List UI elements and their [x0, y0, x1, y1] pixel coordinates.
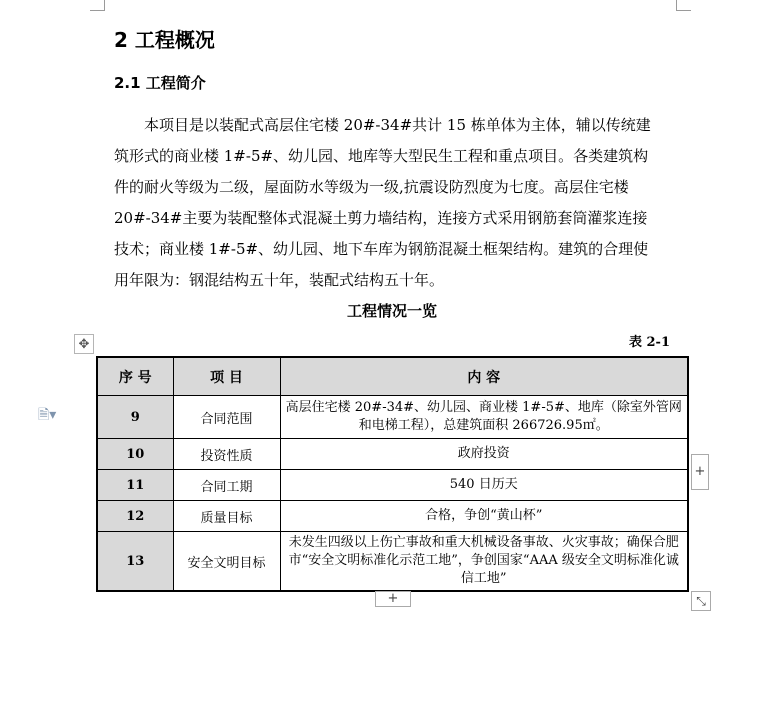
project-overview-table: [96, 356, 689, 592]
subsection-heading: 2.1 工程简介: [114, 74, 206, 92]
row-content: 政府投资: [280, 439, 688, 470]
table-resize-handle-icon[interactable]: ⤡: [691, 591, 711, 611]
header-content: 内 容: [280, 357, 688, 396]
paragraph-line: 件的耐火等级为二级，屋面防水等级为一级,抗震设防烈度为七度。高层住宅楼: [114, 178, 629, 196]
paragraph-line: 技术；商业楼 1#-5#、幼儿园、地下车库为钢筋混凝土框架结构。建筑的合理使: [114, 240, 649, 258]
table-header-row: [97, 357, 688, 396]
document-options-icon[interactable]: 🗎▾: [38, 407, 57, 423]
section-heading: 2 工程概况: [114, 28, 215, 52]
table-move-handle-icon[interactable]: ✥: [74, 334, 94, 354]
row-item: 安全文明目标: [173, 532, 280, 592]
row-item: 投资性质: [173, 439, 280, 470]
row-item: 合同工期: [173, 470, 280, 501]
header-seq: 序 号: [97, 357, 173, 396]
row-content: 540 日历天: [280, 470, 688, 501]
paragraph-line: 筑形式的商业楼 1#-5#、幼儿园、地库等大型民生工程和重点项目。各类建筑构: [114, 147, 649, 165]
paragraph-line: 本项目是以装配式高层住宅楼 20#-34#共计 15 栋单体为主体，辅以传统建: [144, 116, 651, 134]
row-number: 10: [97, 439, 173, 470]
row-number: 12: [97, 501, 173, 532]
row-item: 质量目标: [173, 501, 280, 532]
page-margin-mark-left: [90, 0, 105, 11]
row-number: 11: [97, 470, 173, 501]
add-column-button[interactable]: +: [691, 454, 709, 490]
row-content: 未发生四级以上伤亡事故和重大机械设备事故、火灾事故；确保合肥市“安全文明标准化示范工地”，争创国家“AAA 级安全文明标准化诚信工地”: [280, 532, 688, 592]
page-margin-mark-right: [676, 0, 691, 11]
paragraph-line: 20#-34#主要为装配整体式混凝土剪力墙结构，连接方式采用钢筋套筒灌浆连接: [114, 209, 648, 227]
row-item: 合同范围: [173, 396, 280, 439]
intro-paragraph: [114, 110, 674, 296]
table-row: [97, 439, 688, 470]
table-row: [97, 470, 688, 501]
row-number: 13: [97, 532, 173, 592]
table-row: [97, 532, 688, 592]
table-number: 表 2-1: [628, 335, 670, 350]
row-number: 9: [97, 396, 173, 439]
row-content: 合格，争创“黄山杯”: [280, 501, 688, 532]
paragraph-line: 用年限为：钢混结构五十年，装配式结构五十年。: [114, 271, 445, 289]
header-item: 项 目: [173, 357, 280, 396]
table-row: [97, 501, 688, 532]
row-content: 高层住宅楼 20#-34#、幼儿园、商业楼 1#-5#、地库（除室外管网和电梯工程），总建筑面积 266726.95㎡。: [280, 396, 688, 439]
add-row-button[interactable]: +: [375, 591, 411, 607]
table-row: [97, 396, 688, 439]
table-caption: 工程情况一览: [346, 302, 437, 320]
